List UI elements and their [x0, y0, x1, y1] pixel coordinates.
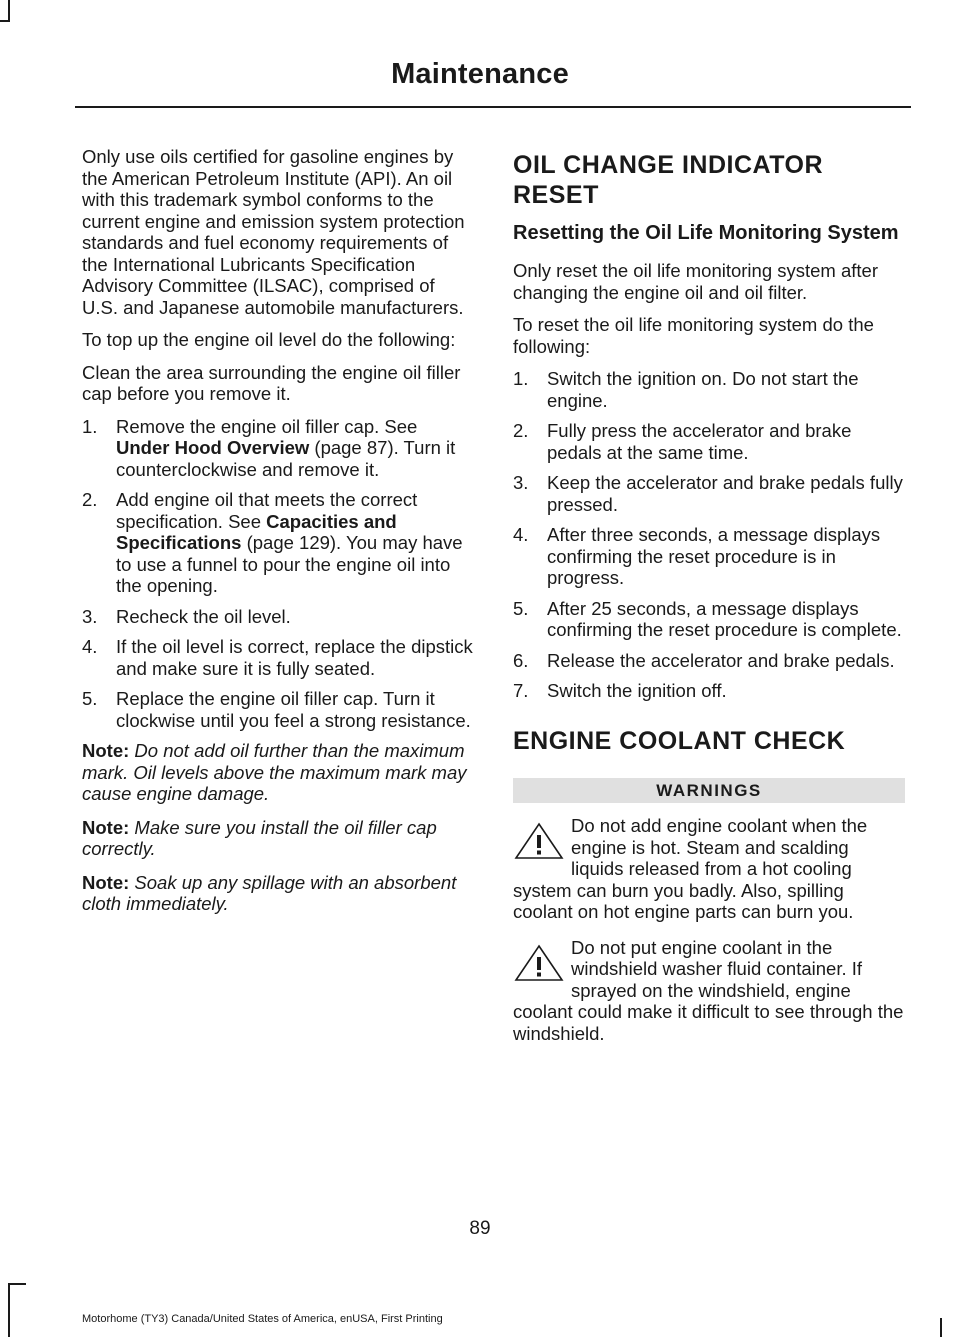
list-item: 7. Switch the ignition off. [513, 680, 727, 701]
list-item: 2. Fully press the accelerator and brake pedals at the same time. [513, 420, 852, 463]
list-item: 2. Add engine oil that meets the correct specification. See Capacities and Specifications (page 129). You may have to use a funnel to pour the engine oil into the opening. [82, 489, 463, 596]
step-number: 2. [82, 489, 98, 510]
list-item: 6. Release the accelerator and brake pedals. [513, 649, 895, 671]
cross-reference-link[interactable]: Capacities and Specifications [116, 510, 397, 553]
page-number: 89 [469, 1218, 491, 1239]
step-number: 5. [82, 688, 98, 709]
note: Note: Make sure you install the oil filler cap correctly. [82, 816, 437, 859]
list-item: 3. Recheck the oil level. [82, 605, 291, 627]
crop-mark [8, 0, 10, 22]
list-item: 3. Keep the accelerator and brake pedals fully pressed. [513, 472, 903, 515]
section-heading-engine-coolant-check: ENGINE COOLANT CHECK [513, 726, 846, 755]
warnings-banner: WARNINGS [513, 778, 905, 804]
paragraph-reset-when: Only reset the oil life monitoring system after changing the engine oil and oil filter. [513, 260, 879, 303]
paragraph-oil-certification: Only use oils certified for gasoline engines by the American Petroleum Institute (API). An oil with this trademark symbol conforms to the current engine and emission system protection standards and fuel economy requirements of the International Lubricants Specification Advisory Committee (ILSAC), comprised of U.S. and Japanese automobile manufacturers. [82, 146, 465, 318]
note: Note: Do not add oil further than the maximum mark. Oil levels above the maximum mark may cause engine damage. [82, 740, 467, 804]
warning-triangle-icon [513, 821, 565, 861]
step-number: 3. [513, 472, 529, 493]
header-rule [75, 106, 911, 108]
warning-text: Do not add engine coolant when the engine is hot. Steam and scalding liquids released from a hot cooling system can burn you badly. Also, spilling coolant on hot engine parts can burn you. [513, 815, 868, 922]
right-column [513, 146, 905, 1058]
warning-block [513, 937, 905, 1045]
warning-text: Do not put engine coolant in the windshield washer fluid container. If sprayed on the windshield, engine coolant could make it difficult to see through the windshield. [513, 936, 904, 1044]
step-number: 6. [513, 649, 529, 671]
note: Note: Soak up any spillage with an absorbent cloth immediately. [82, 871, 457, 914]
list-item: 4. After three seconds, a message displays confirming the reset procedure is in progress. [513, 524, 881, 588]
reset-steps [513, 368, 905, 702]
paragraph-clean-area: Clean the area surrounding the engine oil filler cap before you remove it. [82, 361, 461, 404]
top-up-steps [82, 416, 474, 732]
list-item: 1. Remove the engine oil filler cap. See Under Hood Overview (page 87). Turn it counterclockwise and remove it. [82, 415, 456, 480]
crop-mark [940, 1318, 942, 1337]
step-number: 2. [513, 420, 529, 441]
page-header-title: Maintenance [391, 58, 569, 90]
step-number: 7. [513, 680, 529, 701]
warning-block [513, 815, 905, 923]
list-item: 1. Switch the ignition on. Do not start the engine. [513, 368, 859, 411]
left-column [82, 146, 474, 927]
list-item: 5. After 25 seconds, a message displays confirming the reset procedure is complete. [513, 597, 902, 640]
step-number: 4. [513, 524, 529, 545]
step-number: 3. [82, 605, 98, 627]
warning-triangle-icon [513, 943, 565, 983]
list-item: 5. Replace the engine oil filler cap. Turn it clockwise until you feel a strong resistance. [82, 688, 471, 731]
footer-publication-info: Motorhome (TY3) Canada/United States of America, enUSA, First Printing [82, 1313, 443, 1325]
step-number: 4. [82, 636, 98, 657]
section-heading-oil-change-indicator-reset: OIL CHANGE INDICATOR RESET [513, 151, 824, 209]
paragraph-top-up-intro: To top up the engine oil level do the following: [82, 329, 456, 350]
step-number: 5. [513, 597, 529, 619]
cross-reference-link[interactable]: Under Hood Overview [116, 437, 310, 458]
crop-mark [0, 20, 10, 22]
step-number: 1. [82, 415, 98, 437]
list-item: 4. If the oil level is correct, replace the dipstick and make sure it is fully seated. [82, 636, 473, 679]
crop-mark [8, 1283, 10, 1337]
subheading-resetting-oil-life: Resetting the Oil Life Monitoring System [513, 222, 899, 244]
paragraph-reset-intro: To reset the oil life monitoring system do the following: [513, 314, 874, 357]
crop-mark [8, 1283, 26, 1285]
step-number: 1. [513, 368, 529, 389]
